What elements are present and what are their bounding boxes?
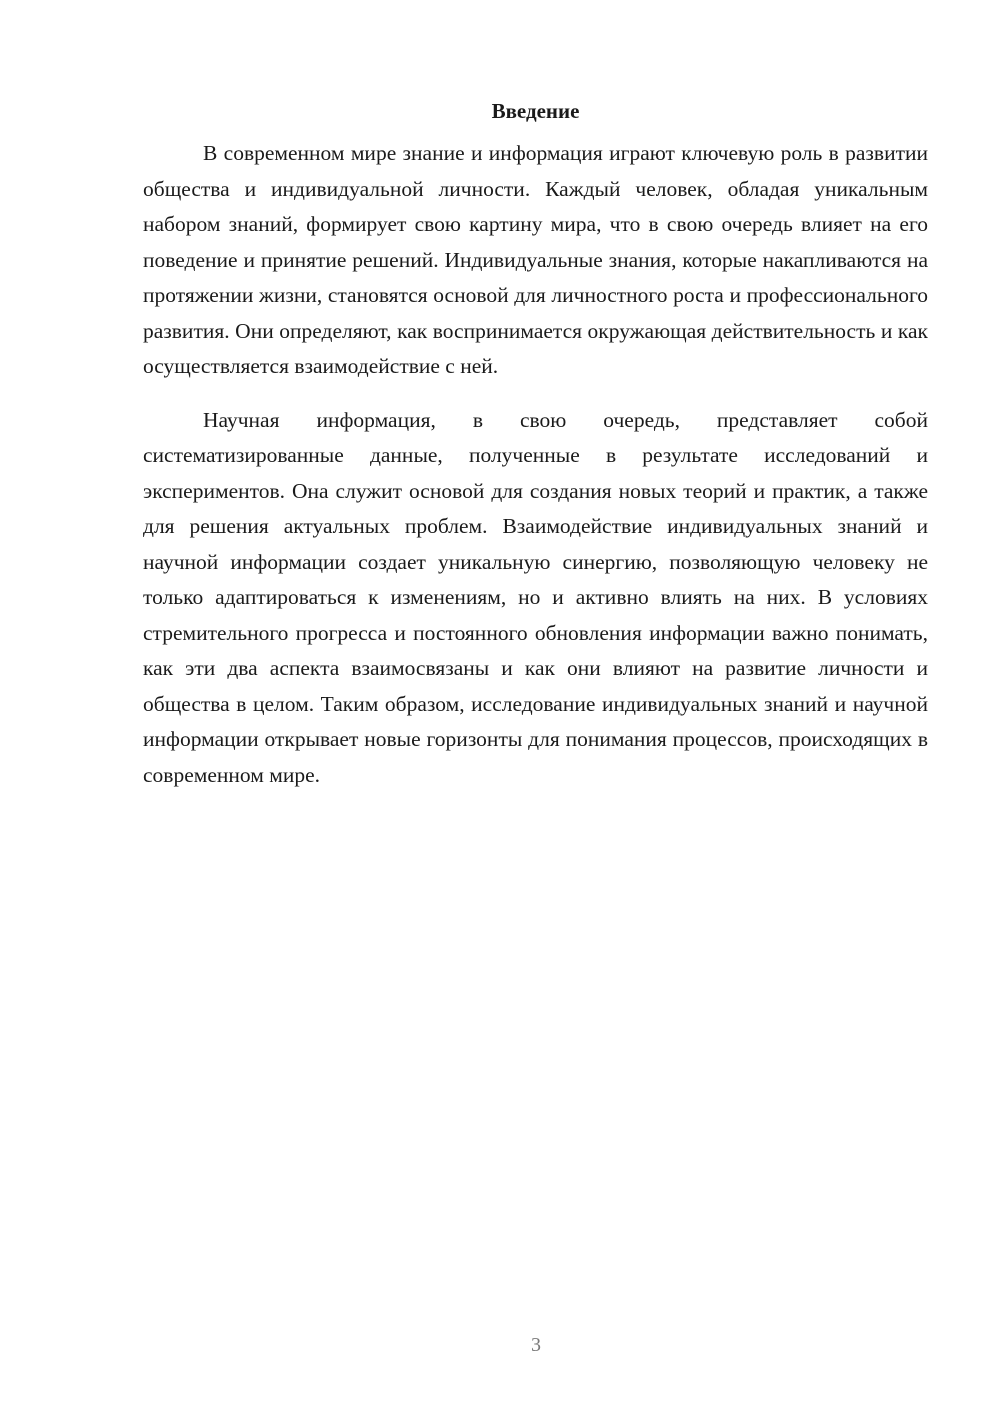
paragraph-1: В современном мире знание и информация играют ключевую роль в развитии общества и индивидуальной личности. Каждый человек, обладая уникальным набором знаний, формирует свою картину мира, что в свою очередь влияет на его поведение и принятие решений. Индивидуальные знания, которые накапливаются на протяжении жизни, становятся основой для личностного роста и профессионального развития. Они определяют, как воспринимается окружающая действительность и как осуществляется взаимодействие с ней. [143, 141, 928, 378]
page-number: 3 [531, 1334, 541, 1356]
section-title: Введение [491, 99, 580, 123]
paragraph-2: Научная информация, в свою очередь, представляет собой систематизированные данные, полученные в результате исследований и экспериментов. Она служит основой для создания новых теорий и практик, а также для решения актуальных проблем. Взаимодействие индивидуальных знаний и научной информации создает уникальную синергию, позволяющую человеку не только адаптироваться к изменениям, но и активно влиять на них. В условиях стремительного прогресса и постоянного обновления информации важно понимать, как эти два аспекта взаимосвязаны и как они влияют на развитие личности и общества в целом. Таким образом, исследование индивидуальных знаний и научной информации открывает новые горизонты для понимания процессов, происходящих в современном мире. [143, 407, 928, 787]
page-content [143, 96, 928, 793]
